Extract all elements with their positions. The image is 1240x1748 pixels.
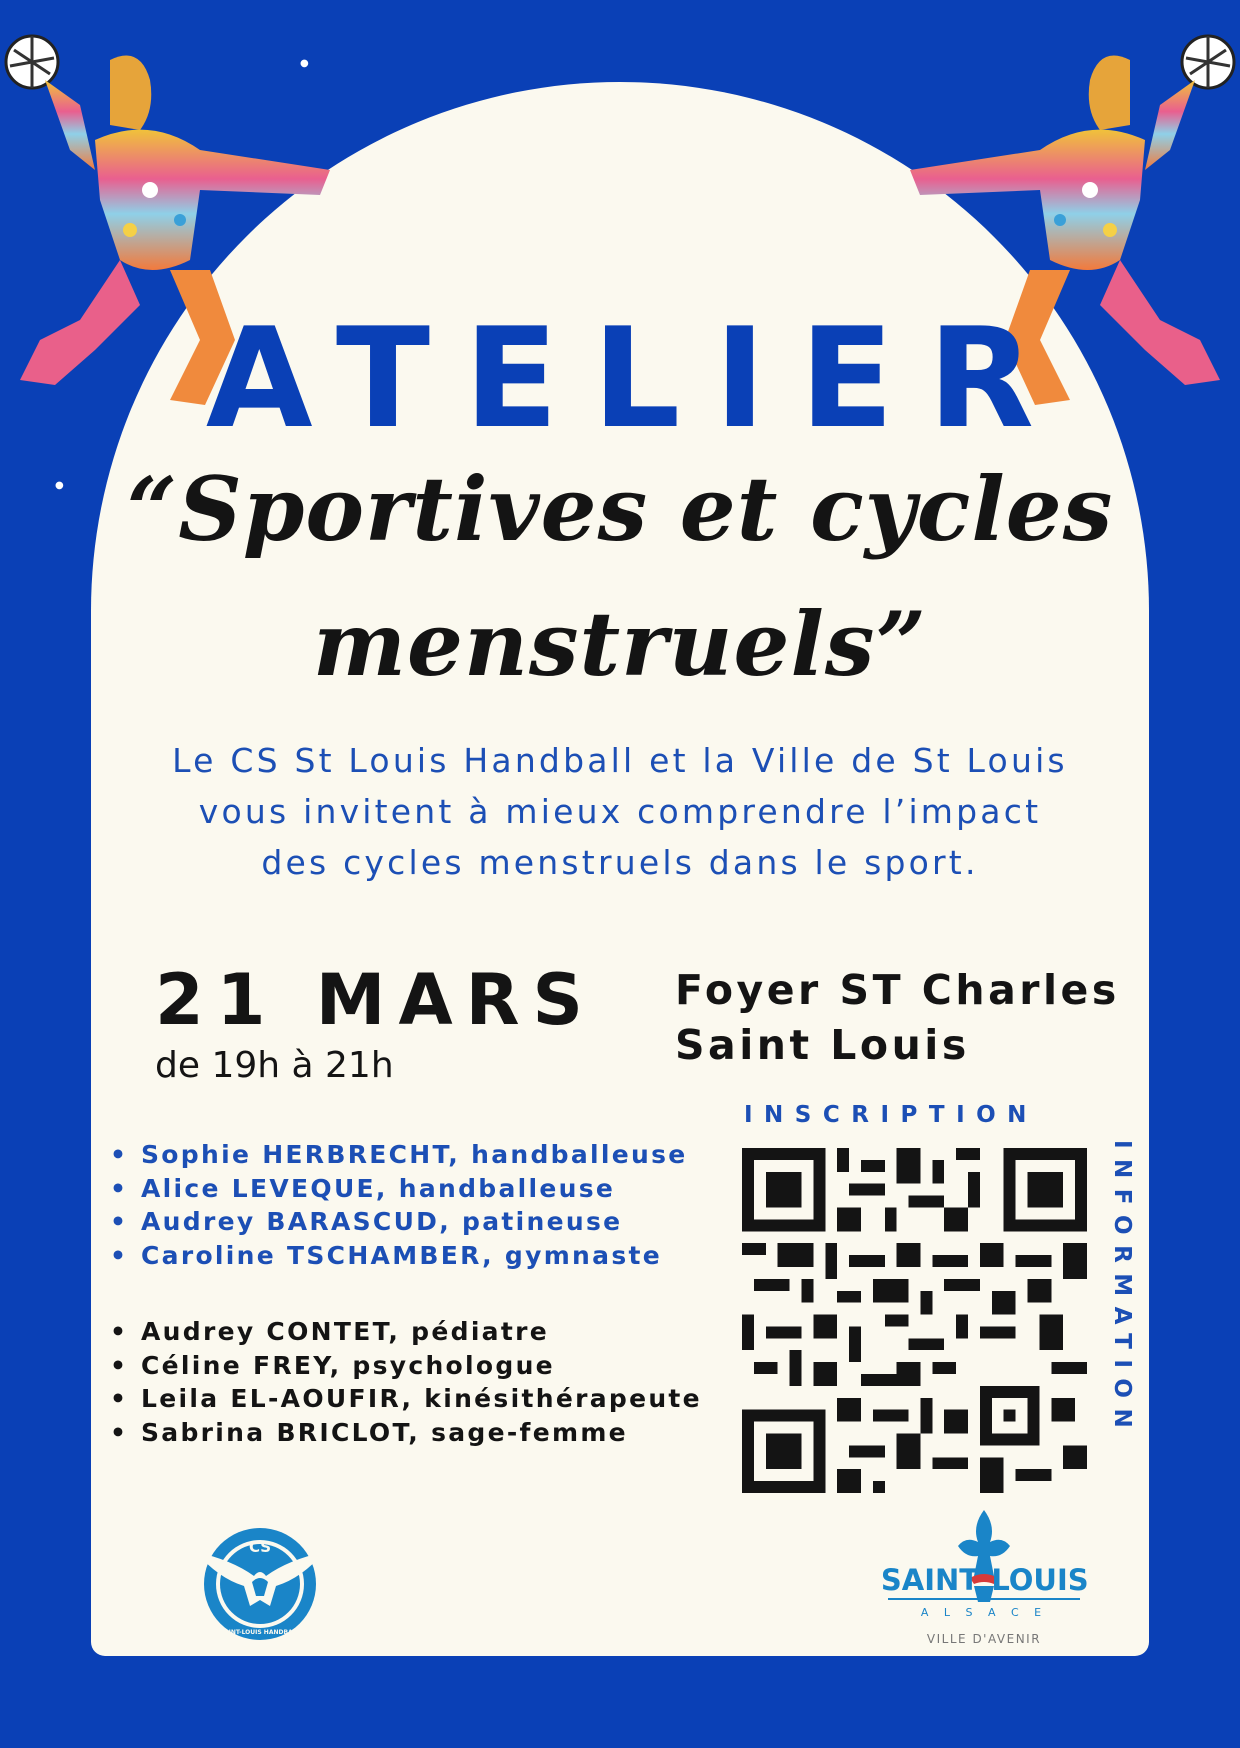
expert-name: Sabrina BRICLOT, sage-femme xyxy=(141,1417,628,1447)
athlete-name: Sophie HERBRECHT, handballeuse xyxy=(141,1140,688,1169)
saint-louis-name-right: LOUIS xyxy=(991,1563,1089,1597)
athlete-name: Caroline TSCHAMBER, gymnaste xyxy=(141,1240,663,1270)
bullet-icon: • xyxy=(110,1317,129,1346)
bullet-icon: • xyxy=(110,1140,129,1169)
list-item xyxy=(110,1349,702,1383)
expert-name: Leila EL-AOUFIR, kinésithérapeute xyxy=(141,1384,702,1413)
intro-line: Le CS St Louis Handball et la Ville de St Louis xyxy=(172,741,1068,780)
sparkle-icon: ● xyxy=(55,480,64,491)
sparkle-icon: ● xyxy=(300,58,309,69)
intro-line: des cycles menstruels dans le sport. xyxy=(261,843,979,882)
cs-logo-initials: CS xyxy=(248,1538,272,1556)
poster-subtitle-line-1: “Sportives et cycles xyxy=(126,457,1114,561)
cs-handball-logo xyxy=(192,1522,328,1644)
bullet-icon: • xyxy=(110,1384,129,1413)
event-venue xyxy=(675,963,1120,1073)
list-item xyxy=(110,1172,688,1206)
cs-logo-ring-text: SAINT-LOUIS HANDBALL xyxy=(219,1629,301,1636)
athlete-name: Audrey BARASCUD, patineuse xyxy=(141,1207,623,1236)
qr-code[interactable] xyxy=(742,1148,1087,1493)
list-item xyxy=(110,1382,702,1416)
event-date: 21 MARS xyxy=(155,959,596,1041)
expert-name: Audrey CONTET, pédiatre xyxy=(141,1317,549,1346)
list-item xyxy=(110,1138,688,1172)
poster-subtitle-line-2: menstruels” xyxy=(312,592,928,696)
saint-louis-region: A L S A C E xyxy=(920,1606,1048,1619)
saint-louis-tagline: VILLE D'AVENIR xyxy=(926,1632,1042,1646)
list-item xyxy=(110,1205,688,1239)
poster-title: ATELIER xyxy=(205,298,1069,459)
bullet-icon: • xyxy=(110,1240,129,1270)
experts-list xyxy=(110,1315,702,1449)
venue-line-1: Foyer ST Charles xyxy=(675,966,1120,1014)
bullet-icon: • xyxy=(110,1173,129,1203)
event-hours: de 19h à 21h xyxy=(155,1045,394,1086)
list-item xyxy=(110,1416,702,1450)
venue-line-2: Saint Louis xyxy=(675,1021,970,1069)
list-item xyxy=(110,1315,702,1349)
list-item xyxy=(110,1239,688,1273)
bullet-icon: • xyxy=(110,1207,129,1236)
intro-text xyxy=(91,735,1149,888)
information-label: INFORMATION xyxy=(1109,1140,1135,1439)
expert-name: Céline FREY, psychologue xyxy=(141,1350,555,1380)
athletes-list xyxy=(110,1138,688,1272)
saint-louis-name-left: SAINT xyxy=(880,1563,980,1597)
saint-louis-logo xyxy=(874,1506,1094,1656)
inscription-label: INSCRIPTION xyxy=(744,1102,1038,1128)
bullet-icon: • xyxy=(110,1350,129,1380)
intro-line: vous invitent à mieux comprendre l’impact xyxy=(198,792,1042,831)
athlete-name: Alice LEVEQUE, handballeuse xyxy=(141,1173,616,1203)
bullet-icon: • xyxy=(110,1417,129,1447)
